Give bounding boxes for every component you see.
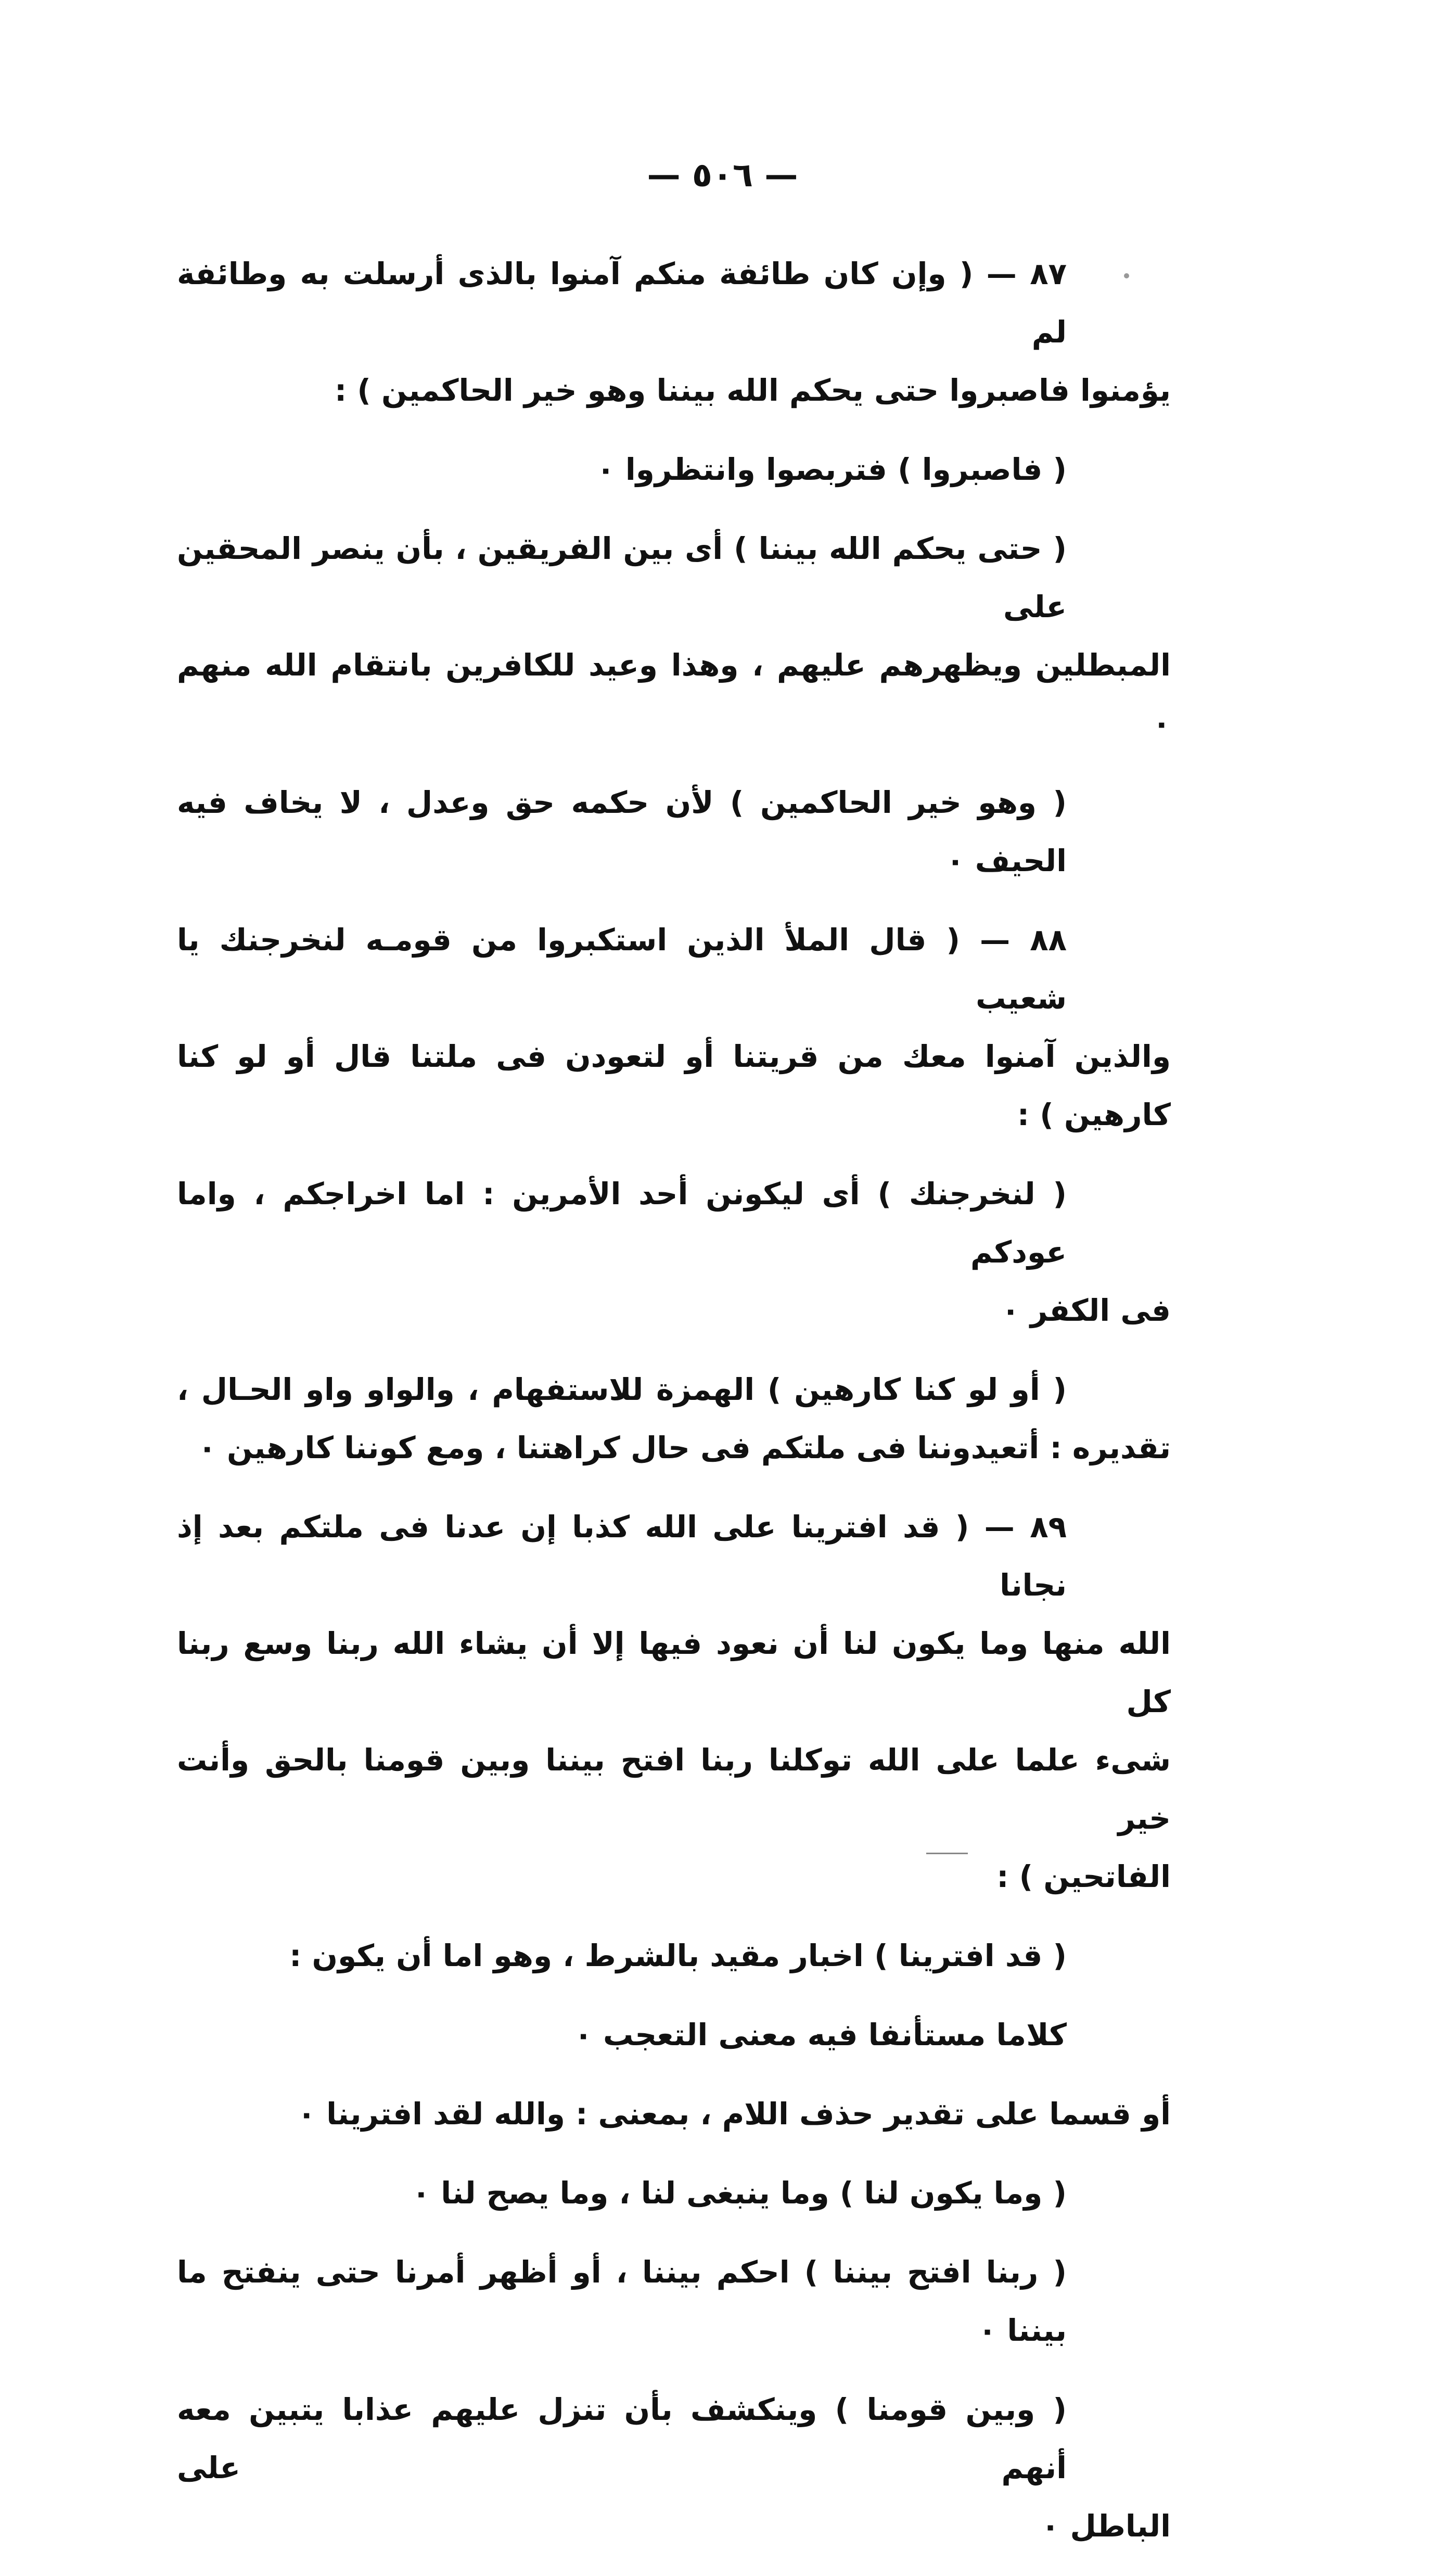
text-line: ٨٨ — ( قال الملأ الذين استكبروا من قومـه لنخرجنك يا شعيب [177, 922, 1067, 1016]
commentary-paragraph [177, 2085, 1171, 2143]
commentary-paragraph [177, 440, 1171, 499]
text-line: الباطل ٠ [1041, 2508, 1171, 2544]
commentary-paragraph [177, 1165, 1171, 1340]
commentary-paragraph [177, 2243, 1171, 2360]
text-line: تقديره : أتعيدوننا فى ملتكم فى حال كراهتنا ، ومع كوننا كارهين ٠ [198, 1430, 1171, 1465]
text-line: ( وبين قومنا ) وينكشف بأن تنزل عليهم عذابا يتبين معه أنهم على [177, 2392, 1067, 2485]
text-line: أو قسما على تقدير حذف اللام ، بمعنى : والله لقد افترينا ٠ [297, 2096, 1171, 2132]
text-line: ٨٩ — ( قد افترينا على الله كذبا إن عدنا فى ملتكم بعد إذ نجانا [177, 1509, 1067, 1603]
text-line: ( وما يكون لنا ) وما ينبغى لنا ، وما يصح لنا ٠ [412, 2175, 1067, 2211]
text-line: والذين آمنوا معك من قريتنا أو لتعودن فى ملتنا قال أو لو كنا كارهين ) : [177, 1039, 1171, 1132]
commentary-paragraph [177, 2164, 1171, 2222]
text-line: يؤمنوا فاصبروا حتى يحكم الله بيننا وهو خير الحاكمين ) : [334, 373, 1171, 408]
verse-88 [177, 911, 1171, 1144]
scan-artifact [1124, 273, 1129, 278]
commentary-paragraph [177, 1927, 1171, 1985]
text-line: الله منها وما يكون لنا أن نعود فيها إلا أن يشاء الله ربنا وسع ربنا كل [177, 1626, 1171, 1719]
text-body [177, 245, 1171, 2576]
commentary-paragraph [177, 519, 1171, 753]
verse-89 [177, 1498, 1171, 1906]
text-line: شىء علما على الله توكلنا ربنا افتح بيننا وبين قومنا بالحق وأنت خير [177, 1742, 1171, 1836]
commentary-paragraph [177, 773, 1171, 890]
text-line: ( فاصبروا ) فتربصوا وانتظروا ٠ [596, 452, 1067, 487]
commentary-paragraph [177, 1360, 1171, 1477]
text-line: ( ربنا افتح بيننا ) احكم بيننا ، أو أظهر أمرنا حتى ينفتح ما بيننا ٠ [177, 2254, 1067, 2348]
text-line: ( حتى يحكم الله بيننا ) أى بين الفريقين ، بأن ينصر المحقين على [177, 531, 1067, 624]
text-line: ( قد افترينا ) اخبار مقيد بالشرط ، وهو اما أن يكون : [289, 1938, 1067, 1973]
text-line: المبطلين ويظهرهم عليهم ، وهذا وعيد للكافرين بانتقام الله منهم ٠ [177, 647, 1171, 741]
text-line: الفاتحين ) : [996, 1859, 1171, 1894]
text-line: ( أو لو كنا كارهين ) الهمزة للاستفهام ، والواو واو الحـال ، [177, 1372, 1067, 1407]
page-number: — ٥٠٦ — [647, 156, 798, 195]
commentary-paragraph [177, 2380, 1171, 2555]
text-line: كلاما مستأنفا فيه معنى التعجب ٠ [574, 2017, 1067, 2052]
text-line: فى الكفر ٠ [1001, 1293, 1171, 1328]
text-line: ( وهو خير الحاكمين ) لأن حكمه حق وعدل ، لا يخاف فيه الحيف ٠ [177, 785, 1067, 878]
text-line: ( لنخرجنك ) أى ليكونن أحد الأمرين : اما اخراجكم ، واما عودكم [177, 1176, 1067, 1270]
commentary-paragraph [177, 2006, 1171, 2064]
text-line: ٨٧ — ( وإن كان طائفة منكم آمنوا بالذى أرسلت به وطائفة لم [177, 256, 1067, 350]
scan-artifact [926, 1853, 968, 1854]
verse-87 [177, 245, 1171, 419]
